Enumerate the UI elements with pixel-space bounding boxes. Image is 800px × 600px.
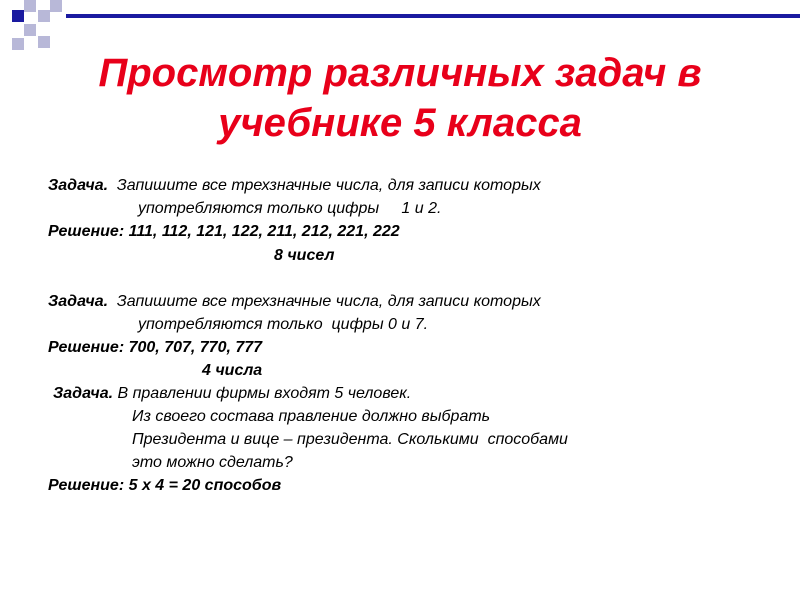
decor-square: [38, 10, 50, 22]
task-text: Запишите все трехзначные числа, для записи которых: [116, 177, 541, 194]
solution-label: Решение:: [48, 223, 125, 240]
task-3-line-4: это можно сделать?: [132, 454, 293, 471]
task-1-solution: [48, 222, 400, 242]
task-2-count: 4 числа: [202, 362, 263, 379]
solution-label: Решение:: [48, 477, 125, 494]
decor-square: [50, 0, 62, 12]
task-3-line-2: Из своего состава правление должно выбрать: [132, 408, 491, 425]
task-text: В правлении фирмы входят 5 человек.: [117, 385, 412, 402]
task-3-line-3: Президента и вице – президента. Сколькими способами: [132, 431, 568, 448]
header-line: [66, 14, 800, 18]
decor-square: [24, 0, 36, 12]
task-2-line-1: [48, 292, 541, 312]
task-1-line-1: [48, 176, 541, 196]
solution-label: Решение:: [48, 339, 125, 356]
solution-value: 700, 707, 770, 777: [128, 339, 263, 356]
decor-square: [38, 36, 50, 48]
task-2-line-2: употребляются только цифры 0 и 7.: [138, 316, 429, 333]
title-line-2: учебнике 5 класса: [218, 101, 582, 145]
task-1-count: 8 чисел: [274, 247, 335, 264]
task-label: Задача.: [48, 293, 109, 310]
task-text: Запишите все трехзначные числа, для записи которых: [116, 293, 541, 310]
task-3-solution: [48, 476, 281, 496]
decor-square: [12, 10, 24, 22]
task-label: Задача.: [53, 385, 114, 402]
solution-value: 5 х 4 = 20 способов: [128, 477, 282, 494]
decor-square: [24, 24, 36, 36]
title-line-1: Просмотр различных задач в: [98, 51, 702, 95]
slide-title: [0, 48, 800, 148]
task-2-solution: [48, 338, 262, 358]
task-1-line-2: употребляются только цифры 1 и 2.: [138, 200, 442, 217]
task-3-line-1: [53, 384, 411, 404]
solution-value: 111, 112, 121, 122, 211, 212, 221, 222: [128, 223, 400, 240]
task-label: Задача.: [48, 177, 109, 194]
